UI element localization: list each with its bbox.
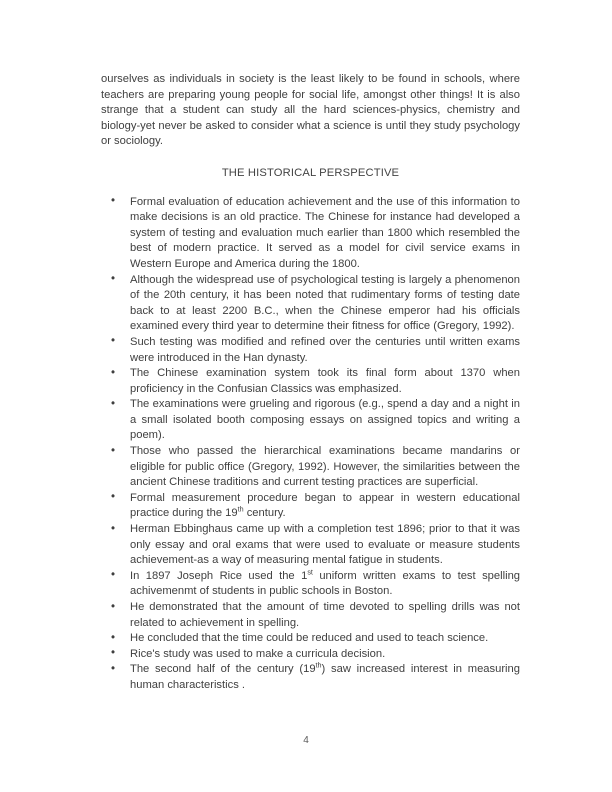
bullet-ebbinghaus: [101, 522, 520, 569]
bullet-teach-science-text: He concluded that the time could be reduced and used to teach science.: [130, 632, 489, 645]
bullet-widespread-use-text: Although the widespread use of psychological testing is largely a phenomenon of the 20th century, it has been noted that rudimentary forms of testing date back to at least 2200 B.C., when the Chinese emperor had his officials examined every third year to determine their fitness for office (Gregory, 1992).: [130, 273, 520, 333]
page-number: 4: [303, 735, 309, 746]
bullet-formal-evaluation: [101, 195, 520, 273]
bullet-second-half-century-text-before: The second half of the century (19: [130, 663, 316, 676]
bullet-curricula-decision: [101, 647, 520, 663]
bullet-grueling-examinations: [101, 397, 520, 444]
bullet-grueling-examinations-text: The examinations were grueling and rigorous (e.g., spend a day and a night in a small isolated booth composing essays on assigned topics and writing a poem).: [130, 398, 520, 442]
bullet-chinese-examination-system-text: The Chinese examination system took its final form about 1370 when proficiency in the Confusian Classics was emphasized.: [130, 367, 520, 395]
bullet-mandarins: [101, 444, 520, 491]
bullet-chinese-examination-system: [101, 366, 520, 397]
bullet-second-half-century: [101, 662, 520, 693]
bullet-han-dynasty-text: Such testing was modified and refined over the centuries until written exams were introduced in the Han dynasty.: [130, 335, 520, 364]
bullet-joseph-rice: [101, 569, 520, 600]
bullet-teach-science: [101, 631, 520, 647]
bullet-ebbinghaus-text: Herman Ebbinghaus came up with a completion test 1896; prior to that it was only essay and oral exams that were used to evaluate or measure students achievement-as a way of measuring mental fatigue in students.: [130, 523, 520, 567]
section-heading: THE HISTORICAL PERSPECTIVE: [221, 166, 400, 179]
bullet-joseph-rice-text-before: In 1897 Joseph Rice used the 1: [130, 569, 308, 582]
bullet-spelling-drills-text: He demonstrated that the amount of time devoted to spelling drills was not related to achievement in spelling.: [130, 601, 520, 629]
bullet-widespread-use: [101, 273, 520, 335]
bullet-formal-measurement-superscript: th: [237, 504, 244, 514]
bullet-second-half-century-text-after: ) saw increased interest in measuring human characteristics .: [130, 663, 520, 691]
bullet-curricula-decision-text: Rice's study was used to make a curricula decision.: [130, 647, 386, 660]
bullet-formal-measurement: [101, 491, 520, 522]
bullet-formal-measurement-text-before: Formal measurement procedure began to appear in western educational practice during the 19: [130, 491, 520, 520]
bullet-spelling-drills: [101, 600, 520, 631]
bullet-joseph-rice-text-after: uniform written exams to test spelling achivemenmt of students in public schools in Boston.: [130, 569, 521, 598]
bullet-mandarins-text: Those who passed the hierarchical examinations became mandarins or eligible for public office (Gregory, 1992). However, the similarities between the ancient Chinese traditions and current testing practices are superficial.: [130, 445, 520, 489]
bullet-joseph-rice-superscript: st: [307, 567, 313, 577]
intro-paragraph: ourselves as individuals in society is the least likely to be found in schools, where teachers are preparing young people for social life, amongst other things! It is also strange that a student can study all the hard sciences-physics, chemistry and biology-yet never be asked to consider what a science is until they study psychology or sociology.: [101, 73, 520, 148]
bullet-formal-evaluation-text: Formal evaluation of education achievement and the use of this information to make decisions is an old practice. The Chinese for instance had developed a system of testing and evaluation much earlier than 1800 which resembled the best of modern practice. It served as a model for civil service exams in Western Europe and America during the 1800.: [130, 195, 520, 270]
bullet-second-half-century-superscript: th: [315, 660, 322, 670]
bullet-list: [101, 195, 520, 694]
bullet-formal-measurement-text-after: century.: [243, 507, 286, 520]
bullet-han-dynasty: [101, 335, 520, 366]
